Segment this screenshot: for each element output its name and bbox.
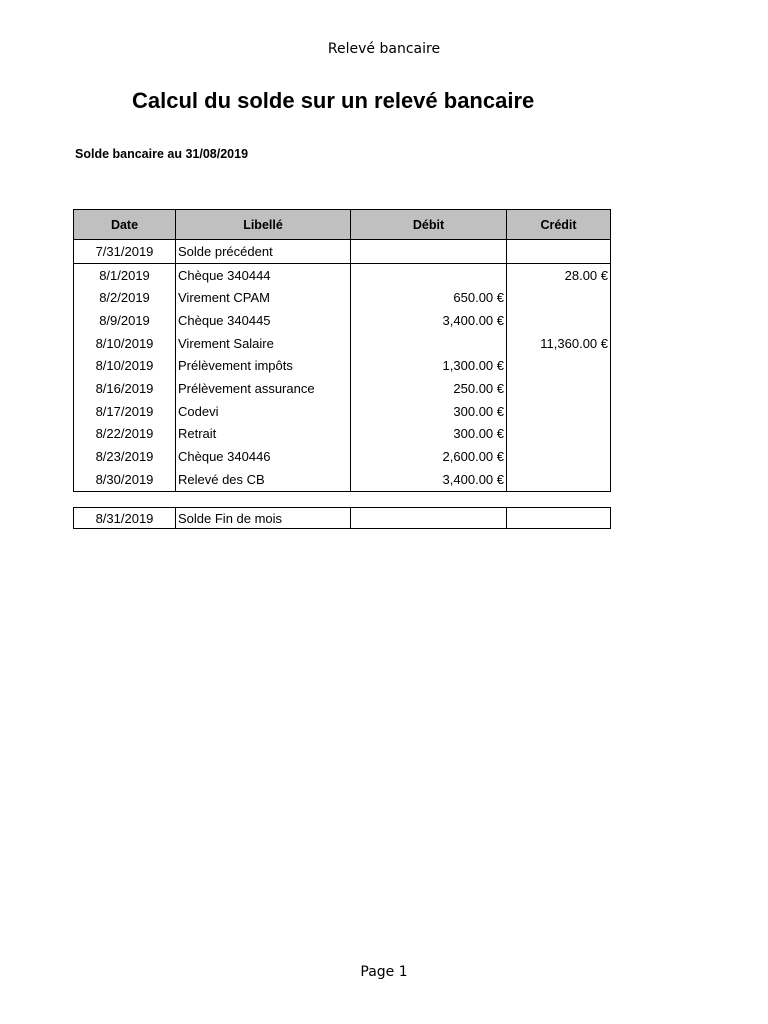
credit-cell (507, 377, 611, 400)
credit-cell (507, 309, 611, 332)
column-header-date: Date (74, 210, 176, 240)
closing-credit-cell (507, 508, 611, 529)
debit-cell: 2,600.00 € (351, 445, 507, 468)
credit-cell (507, 445, 611, 468)
closing-debit-cell (351, 508, 507, 529)
label-cell: Relevé des CB (176, 468, 351, 491)
table-row (74, 445, 611, 468)
table-row (74, 354, 611, 377)
label-cell: Virement Salaire (176, 332, 351, 355)
table-row (74, 263, 611, 286)
column-header-credit: Crédit (507, 210, 611, 240)
debit-cell: 1,300.00 € (351, 354, 507, 377)
debit-cell (351, 263, 507, 286)
closing-label-cell: Solde Fin de mois (176, 508, 351, 529)
credit-cell (507, 400, 611, 423)
credit-cell (507, 468, 611, 491)
table-header-row (74, 210, 611, 240)
closing-balance-row (74, 508, 611, 529)
debit-cell: 250.00 € (351, 377, 507, 400)
label-cell: Retrait (176, 423, 351, 446)
label-cell: Chèque 340445 (176, 309, 351, 332)
debit-cell: 3,400.00 € (351, 309, 507, 332)
closing-balance-table (73, 507, 611, 529)
label-cell: Chèque 340444 (176, 263, 351, 286)
credit-cell: 28.00 € (507, 263, 611, 286)
table-row (74, 377, 611, 400)
table-row (74, 309, 611, 332)
balance-subtitle: Solde bancaire au 31/08/2019 (75, 147, 249, 161)
date-cell: 8/16/2019 (74, 377, 176, 400)
table-row (74, 332, 611, 355)
label-cell: Prélèvement impôts (176, 354, 351, 377)
table-row (74, 240, 611, 264)
date-cell: 8/22/2019 (74, 423, 176, 446)
credit-cell (507, 240, 611, 264)
table-row (74, 468, 611, 491)
date-cell: 8/2/2019 (74, 286, 176, 309)
credit-cell (507, 354, 611, 377)
date-cell: 8/23/2019 (74, 445, 176, 468)
label-cell: Prélèvement assurance (176, 377, 351, 400)
label-cell: Codevi (176, 400, 351, 423)
credit-cell: 11,360.00 € (507, 332, 611, 355)
debit-cell: 300.00 € (351, 423, 507, 446)
date-cell: 8/17/2019 (74, 400, 176, 423)
transactions-table (73, 209, 611, 492)
date-cell: 8/10/2019 (74, 354, 176, 377)
page-title: Calcul du solde sur un relevé bancaire (132, 88, 535, 113)
column-header-debit: Débit (351, 210, 507, 240)
debit-cell: 3,400.00 € (351, 468, 507, 491)
credit-cell (507, 286, 611, 309)
closing-date-cell: 8/31/2019 (74, 508, 176, 529)
debit-cell (351, 240, 507, 264)
page-header: Relevé bancaire (327, 41, 441, 57)
page-number: Page 1 (360, 964, 408, 980)
label-cell: Virement CPAM (176, 286, 351, 309)
table-row (74, 423, 611, 446)
debit-cell (351, 332, 507, 355)
label-cell: Solde précédent (176, 240, 351, 264)
table-row (74, 400, 611, 423)
date-cell: 7/31/2019 (74, 240, 176, 264)
debit-cell: 650.00 € (351, 286, 507, 309)
date-cell: 8/30/2019 (74, 468, 176, 491)
debit-cell: 300.00 € (351, 400, 507, 423)
date-cell: 8/10/2019 (74, 332, 176, 355)
credit-cell (507, 423, 611, 446)
date-cell: 8/1/2019 (74, 263, 176, 286)
label-cell: Chèque 340446 (176, 445, 351, 468)
column-header-label: Libellé (176, 210, 351, 240)
table-row (74, 286, 611, 309)
date-cell: 8/9/2019 (74, 309, 176, 332)
